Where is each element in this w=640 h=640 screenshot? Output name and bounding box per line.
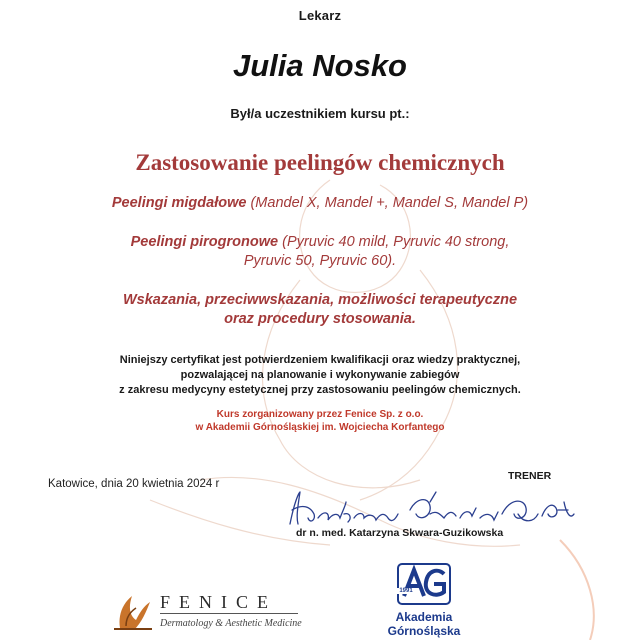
fenice-phoenix-logo-icon [112,588,154,632]
topic-indications [0,291,640,329]
topic-indications-line2: oraz procedury stosowania. [224,311,416,327]
certification-statement [0,353,640,398]
fenice-wordmark: FENICE [160,592,277,612]
academy-name-line2: Górnośląska [387,624,461,638]
course-title: Zastosowanie peelingów chemicznych [135,150,505,175]
organizer-line: w Akademii Górnośląskiej im. Wojciecha Korfantego [195,422,445,433]
fenice-subtitle: Dermatology & Aesthetic Medicine [160,618,302,629]
topic-almond-detail: (Mandel X, Mandel +, Mandel S, Mandel P) [250,195,529,211]
certification-line: Niniejszy certyfikat jest potwierdzeniem kwalifikacji oraz wiedzy praktycznej, [119,354,521,366]
fenice-divider [160,613,298,614]
recipient-name: Julia Nosko [233,48,407,83]
topic-pyruvic-detail-line1: (Pyruvic 40 mild, Pyruvic 40 strong, [282,234,510,250]
trainer-name: dr n. med. Katarzyna Skwara-Guzikowska [296,527,504,539]
certification-line: pozwalającej na planowanie i wykonywanie zabiegów [180,369,460,381]
certification-line: z zakresu medycyny estetycznej przy zastosowaniu peelingów chemicznych. [119,384,521,396]
academy-year: 1991 [394,588,418,594]
recipient-role: Lekarz [298,8,342,23]
participant-statement: Był/a uczestnikiem kursu pt.: [230,106,410,121]
topic-pyruvic-detail-line2: Pyruvic 50, Pyruvic 60). [243,253,397,269]
academy-name-line1: Akademia [395,610,453,624]
trainer-label: TRENER [508,470,552,482]
topic-almond-title: Peelingi migdałowe [111,195,247,211]
organizer-statement [0,408,640,434]
topic-pyruvic-title: Peelingi pirogronowe [130,234,279,250]
topic-almond-peels [0,194,640,213]
topic-pyruvic-peels [0,233,640,271]
organizer-line: Kurs zorganizowany przez Fenice Sp. z o.o. [216,409,424,420]
academy-logo-icon [384,562,464,608]
topic-indications-line1: Wskazania, przeciwwskazania, możliwości terapeutyczne [122,292,518,308]
city-and-date: Katowice, dnia 20 kwietnia 2024 r [48,478,220,490]
